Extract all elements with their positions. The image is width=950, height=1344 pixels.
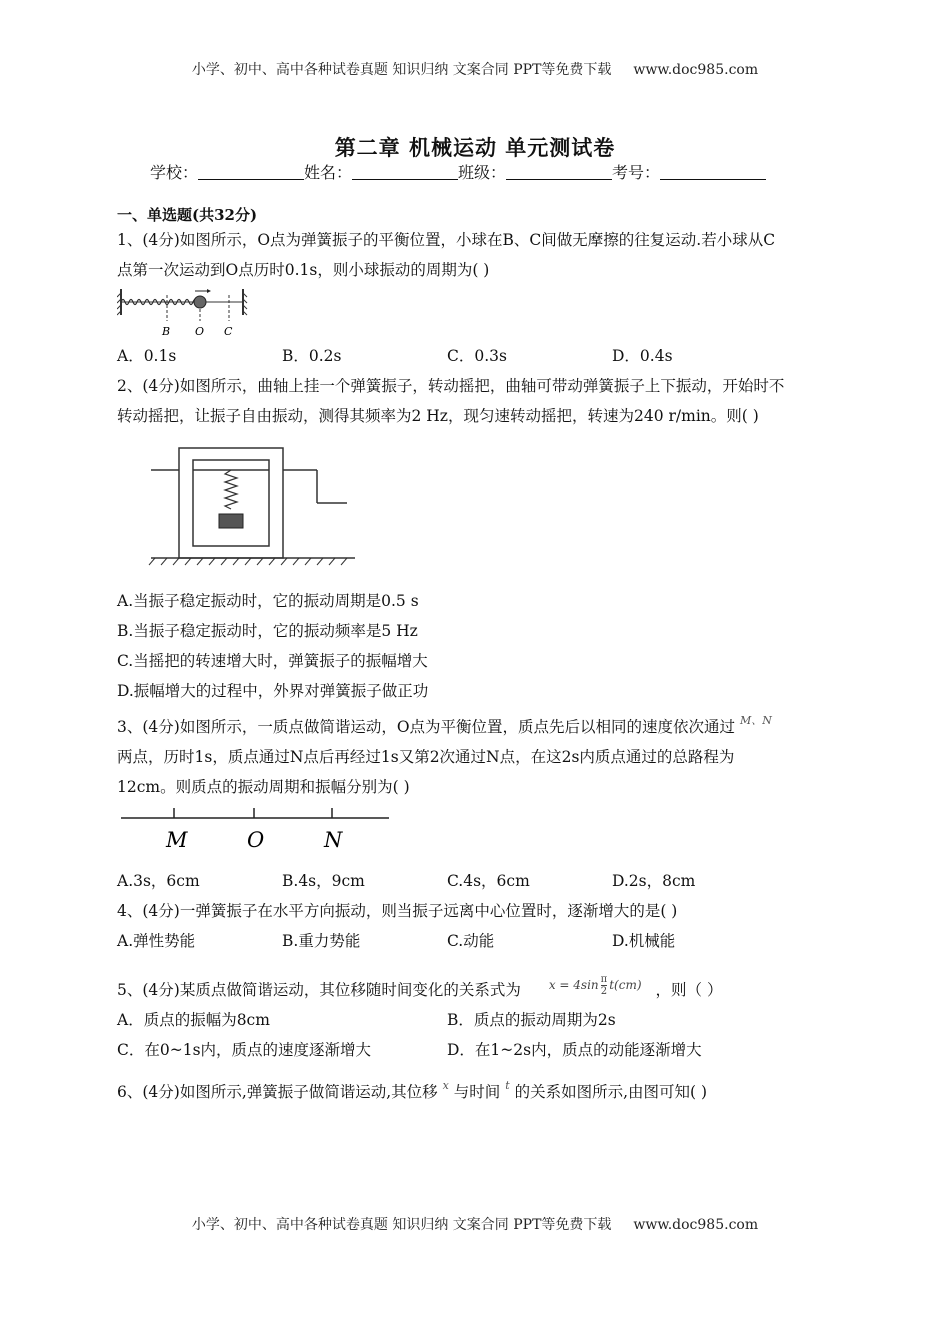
- q5-tail: ，则（ ）: [655, 981, 723, 999]
- page-footer: [0, 1214, 950, 1234]
- spring-horizontal-figure: [117, 285, 257, 341]
- class-field[interactable]: [506, 163, 612, 180]
- header-text: 小学、初中、高中各种试卷真题 知识归纳 文案合同 PPT等免费下载: [191, 62, 612, 78]
- q6-t: t: [505, 1079, 510, 1092]
- q3-line1: [117, 706, 837, 742]
- q4-option-a[interactable]: A.弹性势能: [117, 932, 196, 950]
- q2-option-a[interactable]: A.当振子稳定振动时，它的振动周期是0.5 s: [117, 592, 419, 610]
- label-b: B: [162, 325, 171, 338]
- q2-line1: 2、(4分)如图所示，曲轴上挂一个弹簧振子，转动摇把，曲轴可带动弹簧振子上下振动，开始时不: [117, 377, 785, 395]
- label-o2: O: [247, 828, 265, 852]
- q3-mn: M、N: [739, 714, 772, 727]
- q3-option-c[interactable]: C.4s，6cm: [447, 872, 530, 890]
- q1-option-d[interactable]: D．0.4s: [612, 347, 673, 365]
- q4-option-b[interactable]: B.重力势能: [282, 932, 361, 950]
- q5-option-d[interactable]: D．在1~2s内，质点的动能逐渐增大: [447, 1041, 702, 1059]
- label-o: O: [195, 325, 205, 338]
- name-label: 姓名：: [304, 163, 353, 182]
- number-field[interactable]: [660, 163, 766, 180]
- label-c: C: [224, 325, 233, 338]
- q5-option-a[interactable]: A．质点的振幅为8cm: [117, 1011, 270, 1029]
- q4-options: [117, 926, 837, 956]
- q5-options-row1: [117, 1005, 837, 1035]
- q3-line3: 12cm。则质点的振动周期和振幅分别为( ): [117, 778, 410, 796]
- q1-line2: 点第一次运动到O点历时0.1s，则小球振动的周期为( ): [117, 261, 490, 279]
- exam-title: 第二章 机械运动 单元测试卷: [334, 135, 616, 160]
- q4-option-d[interactable]: D.机械能: [612, 932, 676, 950]
- label-m: M: [166, 828, 188, 852]
- crank-spring-figure: [133, 443, 363, 583]
- q4-line1: 4、(4分)一弹簧振子在水平方向振动，则当振子远离中心位置时，逐渐增大的是( ): [117, 902, 678, 920]
- q6-part2: 与时间: [453, 1083, 501, 1101]
- q5-option-b[interactable]: B．质点的振动周期为2s: [447, 1011, 616, 1029]
- footer-site[interactable]: www.doc985.com: [633, 1217, 759, 1233]
- q2-line2: 转动摇把，让振子自由振动，测得其频率为2 Hz，现匀速转动摇把，转速为240 r/min。则( ): [117, 407, 759, 425]
- q3-options: [117, 866, 837, 896]
- q1-option-c[interactable]: C．0.3s: [447, 347, 507, 365]
- q2-option-d[interactable]: D.振幅增大的过程中，外界对弹簧振子做正功: [117, 682, 429, 700]
- q1-options: [117, 341, 837, 371]
- q3-option-a[interactable]: A.3s，6cm: [117, 872, 200, 890]
- q6-part3: 的关系如图所示,由图可知( ): [514, 1083, 708, 1101]
- q6-part1: 6、(4分)如图所示,弹簧振子做简谐运动,其位移: [117, 1083, 438, 1101]
- q2-option-b[interactable]: B.当振子稳定振动时，它的振动频率是5 Hz: [117, 622, 418, 640]
- number-label: 考号：: [612, 163, 661, 182]
- q1-option-a[interactable]: A．0.1s: [117, 347, 177, 365]
- formula-num: π: [600, 974, 608, 985]
- q6-line1: [117, 1071, 837, 1107]
- class-label: 班级：: [458, 163, 507, 182]
- school-field[interactable]: [198, 163, 304, 180]
- q2-option-c[interactable]: C.当摇把的转速增大时，弹簧振子的振幅增大: [117, 652, 428, 670]
- exam-content: [117, 205, 837, 1107]
- q3-line2: 两点，历时1s，质点通过N点后再经过1s又第2次通过N点，在这2s内质点通过的总路程为: [117, 748, 735, 766]
- school-label: 学校：: [150, 163, 199, 182]
- q3-option-b[interactable]: B.4s，9cm: [282, 872, 365, 890]
- q6-x: x: [442, 1079, 449, 1092]
- q5-option-c[interactable]: C．在0~1s内，质点的速度逐渐增大: [117, 1041, 372, 1059]
- label-n: N: [324, 828, 343, 852]
- name-field[interactable]: [352, 163, 458, 180]
- q1-option-b[interactable]: B．0.2s: [282, 347, 342, 365]
- q5-line1: [117, 970, 837, 1005]
- q5-text: 5、(4分)某质点做简谐运动，其位移随时间变化的关系式为: [117, 981, 521, 999]
- q5-formula: [549, 970, 642, 1000]
- formula-rhs: t(cm): [609, 978, 642, 992]
- formula-den: 2: [600, 986, 608, 997]
- q5-options-row2: [117, 1035, 837, 1065]
- q1-line1: 1、(4分)如图所示，O点为弹簧振子的平衡位置，小球在B、C间做无摩擦的往复运动.若小球从C: [117, 231, 776, 249]
- student-info: [150, 160, 766, 183]
- q3-text1: 3、(4分)如图所示，一质点做简谐运动，O点为平衡位置，质点先后以相同的速度依次通过: [117, 718, 736, 736]
- footer-text: 小学、初中、高中各种试卷真题 知识归纳 文案合同 PPT等免费下载: [191, 1217, 612, 1233]
- q4-option-c[interactable]: C.动能: [447, 932, 495, 950]
- q3-option-d[interactable]: D.2s，8cm: [612, 872, 696, 890]
- header-site[interactable]: www.doc985.com: [633, 62, 759, 78]
- formula-lhs: x = 4sin: [548, 978, 599, 992]
- section-heading: 一、单选题(共32分): [117, 206, 258, 224]
- page-header: [0, 59, 950, 79]
- mon-line-figure: [117, 806, 397, 860]
